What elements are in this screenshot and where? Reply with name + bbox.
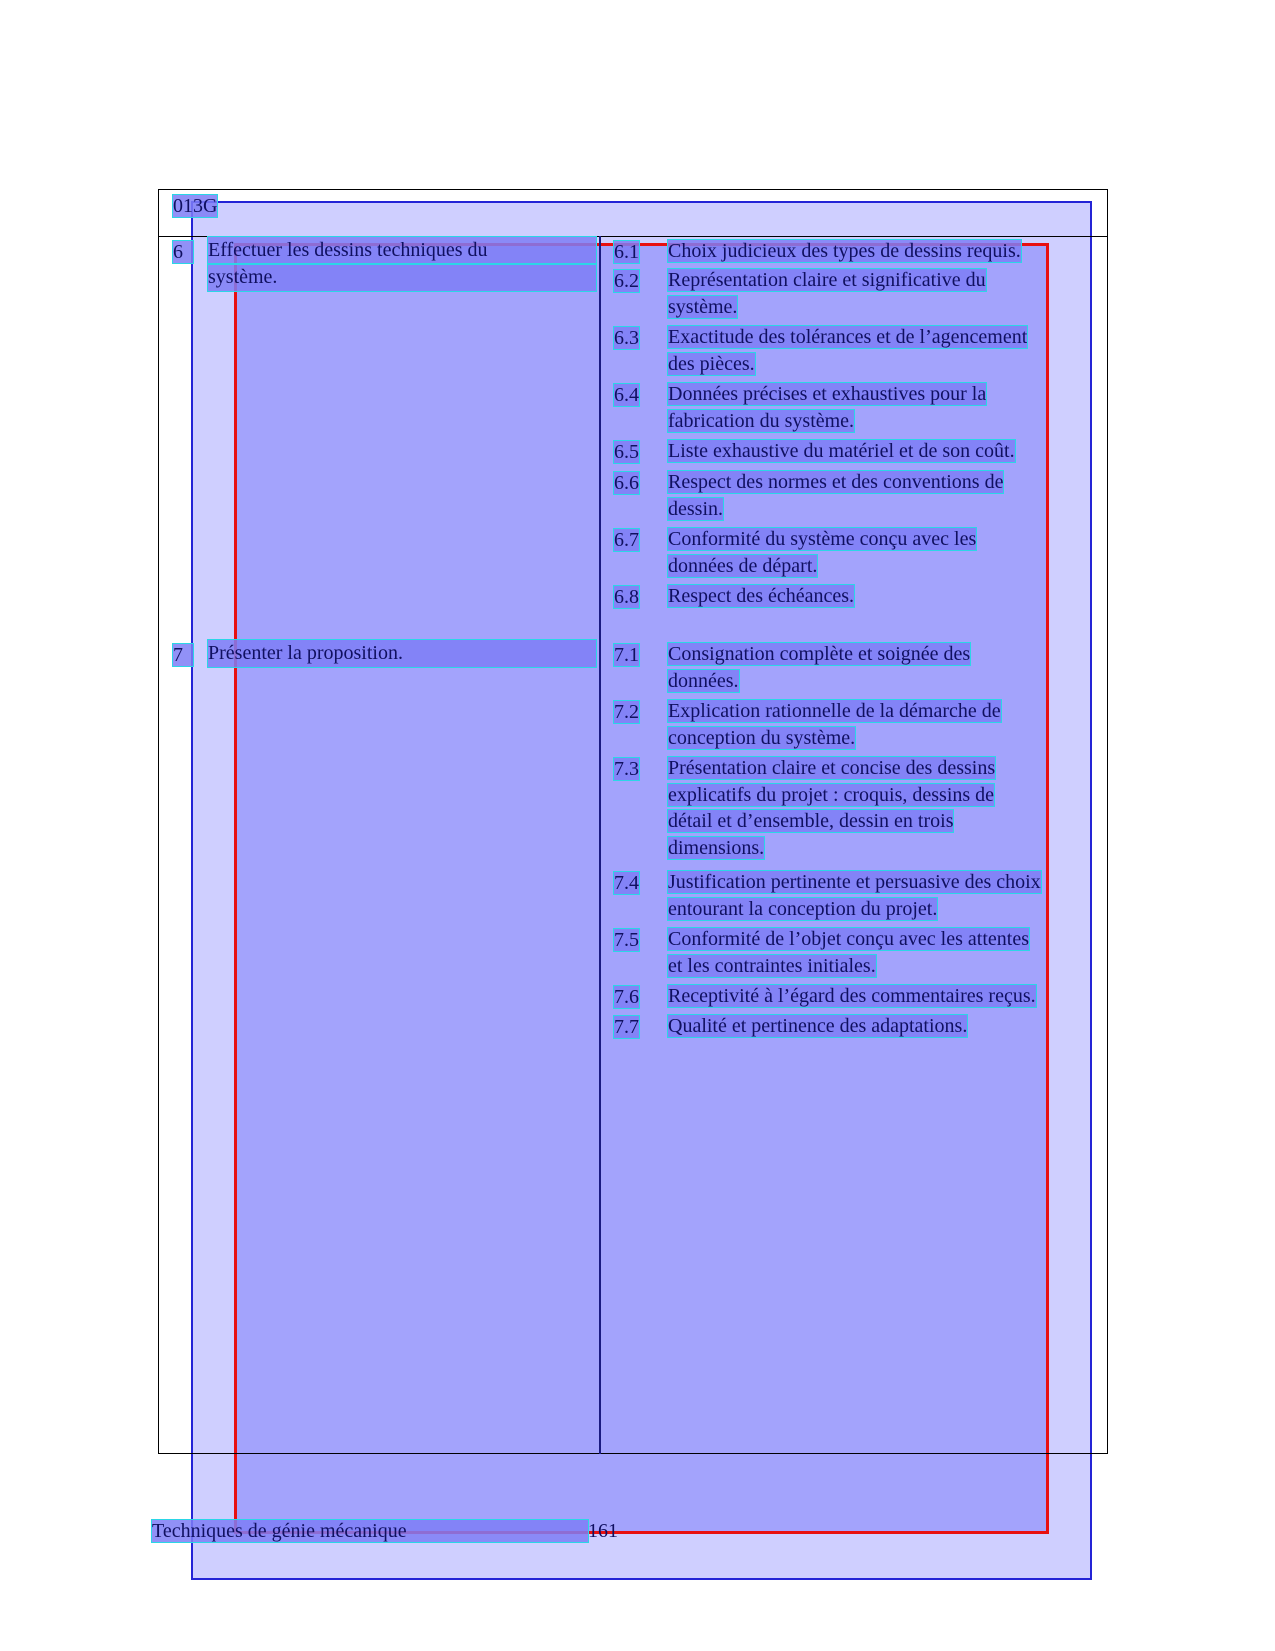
criterion-number: 6.2 — [614, 270, 639, 292]
criterion-line: Liste exhaustive du matériel et de son coût. — [668, 440, 1015, 462]
criterion-line: Exactitude des tolérances et de l’agencement — [668, 326, 1028, 348]
criterion-text — [668, 469, 1003, 522]
section-number: 7 — [173, 644, 193, 666]
criterion-number: 6.6 — [614, 472, 639, 494]
criterion-line: Respect des échéances. — [668, 585, 855, 607]
criterion-text — [668, 869, 1041, 922]
criterion-line: Respect des normes et des conventions de — [668, 471, 1004, 493]
criterion-line: Justification pertinente et persuasive des choix — [668, 871, 1041, 893]
footer-page-number: 161 — [588, 1520, 618, 1542]
criterion-line: Présentation claire et concise des dessins — [668, 757, 996, 779]
criterion-number: 6.8 — [614, 586, 639, 608]
criterion-line: et les contraintes initiales. — [668, 954, 876, 977]
section-number: 6 — [173, 241, 193, 263]
criterion-text — [668, 438, 1015, 465]
criterion-text — [668, 698, 1001, 751]
criterion-number: 7.2 — [614, 701, 639, 723]
criterion-line: système. — [668, 295, 738, 318]
criterion-line: dimensions. — [668, 836, 765, 859]
criterion-line: conception du système. — [668, 726, 856, 749]
criterion-number: 6.7 — [614, 529, 639, 551]
criterion-number: 6.5 — [614, 441, 639, 463]
section-title-line: Présenter la proposition. — [208, 640, 596, 667]
criterion-text — [668, 381, 986, 434]
criterion-line: Explication rationnelle de la démarche de — [668, 700, 1001, 722]
criterion-line: Données précises et exhaustives pour la — [668, 383, 987, 405]
criterion-text — [668, 641, 970, 694]
criterion-number: 7.7 — [614, 1016, 639, 1038]
doc-code: 013G — [173, 195, 218, 217]
criterion-number: 7.5 — [614, 929, 639, 951]
criterion-line: données de départ. — [668, 554, 818, 577]
criterion-number: 6.1 — [614, 241, 639, 263]
column-divider — [599, 236, 601, 1454]
criterion-line: Conformité du système conçu avec les — [668, 528, 977, 550]
criterion-line: dessin. — [668, 497, 723, 520]
section-title-line: Effectuer les dessins techniques du — [208, 237, 596, 264]
criterion-number: 7.3 — [614, 758, 639, 780]
section-title — [208, 237, 596, 291]
criterion-number: 6.4 — [614, 384, 639, 406]
criterion-text — [668, 583, 854, 610]
footer-program: Techniques de génie mécanique — [152, 1520, 588, 1542]
criterion-text — [668, 238, 1021, 265]
criterion-line: entourant la conception du projet. — [668, 897, 938, 920]
criterion-number: 7.4 — [614, 872, 639, 894]
criterion-number: 7.1 — [614, 644, 639, 666]
criterion-text — [668, 267, 986, 320]
criterion-text — [668, 926, 1029, 979]
criterion-line: données. — [668, 669, 739, 692]
criterion-text — [668, 983, 1036, 1010]
criterion-line: Choix judicieux des types de dessins requis. — [668, 240, 1021, 262]
criterion-line: Conformité de l’objet conçu avec les attentes — [668, 928, 1029, 950]
criterion-text — [668, 324, 1027, 377]
criterion-line: Receptivité à l’égard des commentaires reçus. — [668, 985, 1036, 1007]
section-title-line: système. — [208, 264, 596, 291]
criterion-line: détail et d’ensemble, dessin en trois — [668, 810, 954, 832]
criterion-line: fabrication du système. — [668, 409, 855, 432]
criterion-line: Qualité et pertinence des adaptations. — [668, 1015, 968, 1037]
criterion-number: 6.3 — [614, 327, 639, 349]
criterion-text — [668, 526, 976, 579]
criterion-line: explicatifs du projet : croquis, dessins de — [668, 783, 995, 806]
section-title — [208, 640, 596, 667]
criterion-number: 7.6 — [614, 986, 639, 1008]
criterion-line: Représentation claire et significative du — [668, 269, 986, 291]
criterion-line: des pièces. — [668, 352, 755, 375]
criterion-text — [668, 1013, 967, 1040]
criterion-text — [668, 755, 995, 861]
criterion-line: Consignation complète et soignée des — [668, 643, 971, 665]
